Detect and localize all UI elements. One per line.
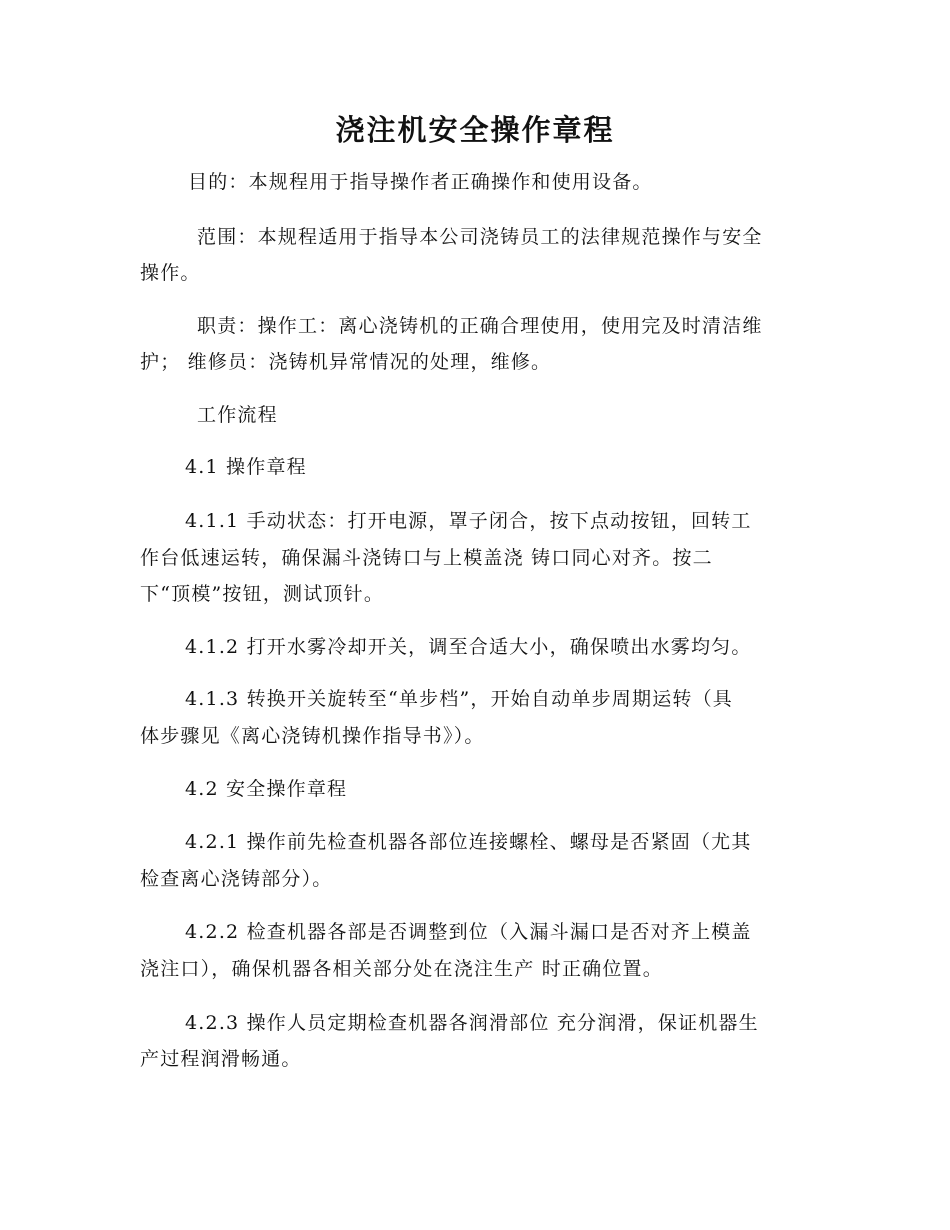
workflow-heading: 工作流程 xyxy=(197,404,278,426)
duty-line-1: 职责：操作工：离心浇铸机的正确合理使用，使用完及时清洁维 xyxy=(197,315,763,337)
item-4-1-3-line-1: 4.1.3 转换开关旋转至“单步档”，开始自动单步周期运转（具 xyxy=(185,688,734,710)
page-title: 浇注机安全操作章程 xyxy=(335,113,615,147)
scope-line-1: 范围：本规程适用于指导本公司浇铸员工的法律规范操作与安全 xyxy=(197,226,763,248)
item-4-2-1-line-1: 4.2.1 操作前先检查机器各部位连接螺栓、螺母是否紧固（尤其 xyxy=(185,831,752,853)
item-4-1-2: 4.1.2 打开水雾冷却开关，调至合适大小，确保喷出水雾均匀。 xyxy=(185,636,752,658)
scope-line-2: 操作。 xyxy=(140,262,201,284)
item-4-2-1-line-2: 检查离心浇铸部分）。 xyxy=(140,868,333,890)
item-4-1-1-line-1: 4.1.1 手动状态：打开电源，罩子闭合，按下点动按钮，回转工 xyxy=(185,510,752,532)
duty-line-2: 护； 维修员：浇铸机异常情况的处理，维修。 xyxy=(140,351,552,373)
item-4-1-3-line-2: 体步骤见《离心浇铸机操作指导书》）。 xyxy=(140,725,485,747)
item-4-2-2-line-1: 4.2.2 检查机器各部是否调整到位（入漏斗漏口是否对齐上模盖 xyxy=(185,921,752,943)
item-4-1-1-line-3: 下“顶模”按钮，测试顶针。 xyxy=(140,583,385,605)
item-4-2-3-line-1: 4.2.3 操作人员定期检查机器各润滑部位 充分润滑，保证机器生 xyxy=(185,1012,759,1034)
item-4-1-1-line-2: 作台低速运转，确保漏斗浇铸口与上模盖浇 铸口同心对齐。按二 xyxy=(140,547,713,569)
section-4-2-heading: 4.2 安全操作章程 xyxy=(185,778,348,800)
item-4-2-2-line-2: 浇注口），确保机器各相关部分处在浇注生产 时正确位置。 xyxy=(140,958,663,980)
section-4-1-heading: 4.1 操作章程 xyxy=(185,456,307,478)
item-4-2-3-line-2: 产过程润滑畅通。 xyxy=(140,1048,302,1070)
purpose-line: 目的：本规程用于指导操作者正确操作和使用设备。 xyxy=(188,171,653,193)
